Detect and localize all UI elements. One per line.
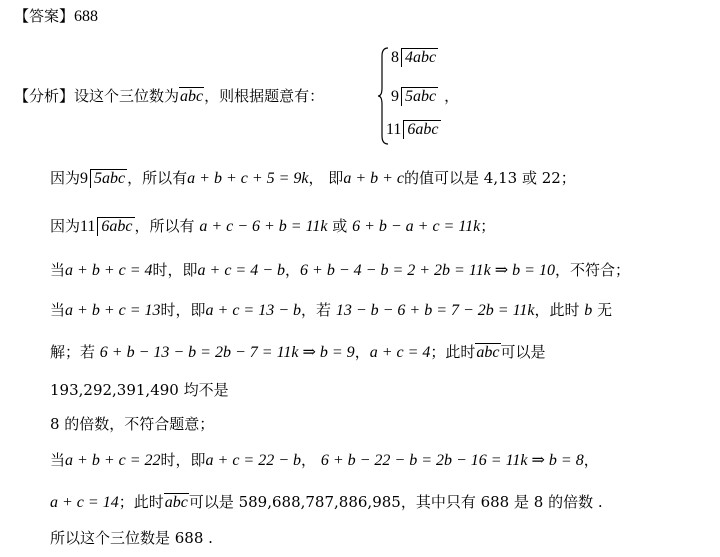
system-divisor-3: 11 bbox=[386, 121, 402, 138]
system-comma: ， bbox=[444, 87, 460, 105]
l3-text-1: 当 bbox=[50, 261, 66, 279]
l4-text-2: 时，即 bbox=[160, 301, 206, 319]
l5-abc: abc bbox=[476, 344, 500, 361]
line-5 bbox=[50, 342, 546, 363]
line-9 bbox=[50, 492, 603, 513]
l9-equation-1: a + c = 14 bbox=[50, 494, 119, 511]
l4-text-3: ，若 bbox=[301, 301, 336, 319]
line-6: 193,292,391,490 均不是 bbox=[50, 381, 229, 399]
analysis-tail: ，则根据题意有： bbox=[204, 87, 325, 105]
l1-dividend: 5abc bbox=[90, 169, 127, 188]
line-7: 8 的倍数，不符合题意； bbox=[50, 415, 215, 433]
l2-divisor: 11 bbox=[80, 218, 96, 235]
line-3 bbox=[50, 260, 630, 281]
l5-text-1: 解；若 bbox=[50, 343, 100, 361]
l8-text-1: 当 bbox=[50, 451, 66, 469]
l4-equation-4: b bbox=[584, 302, 593, 319]
l5-text-3: ；此时 bbox=[430, 343, 476, 361]
line-1 bbox=[50, 168, 576, 189]
l1-text-3: ， 即 bbox=[308, 169, 344, 187]
l9-text-2: 可以是 589,688,787,886,985，其中只有 688 是 8 的倍数 . bbox=[188, 493, 603, 511]
system-row-3 bbox=[386, 120, 441, 139]
analysis-label: 【分析】 bbox=[14, 87, 75, 105]
l1-text-2: ，所以有 bbox=[127, 169, 188, 187]
analysis-text: 设这个三位数为 bbox=[74, 87, 180, 105]
l2-text-4: ； bbox=[480, 217, 496, 235]
line-10: 所以这个三位数是 688 . bbox=[50, 529, 213, 547]
l1-text-4: 的值可以是 4,13 或 22； bbox=[404, 169, 576, 187]
l4-text-1: 当 bbox=[50, 301, 66, 319]
l9-abc: abc bbox=[164, 494, 188, 511]
l5-equation-1: 6 + b − 13 − b = 2b − 7 = 11k ⇒ b = 9 bbox=[99, 344, 355, 361]
l2-equation-2: 6 + b − a + c = 11k bbox=[352, 218, 481, 235]
answer-line bbox=[14, 6, 98, 27]
system-dividend-2: 5abc bbox=[401, 87, 438, 106]
answer-value: 688 bbox=[74, 8, 99, 25]
line-8 bbox=[50, 450, 599, 471]
l5-text-2: ， bbox=[354, 343, 370, 361]
l8-equation-3: 6 + b − 22 − b = 2b − 16 = 11k ⇒ b = 8 bbox=[320, 452, 584, 469]
l9-text-1: ；此时 bbox=[118, 493, 164, 511]
system-row-1 bbox=[391, 48, 438, 67]
analysis-abc: abc bbox=[180, 88, 204, 105]
l2-text-3: 或 bbox=[327, 217, 353, 235]
system-dividend-1: 4abc bbox=[401, 48, 438, 67]
l2-text-1: 因为 bbox=[50, 217, 81, 235]
l3-text-2: 时，即 bbox=[152, 261, 198, 279]
l8-text-3: ， bbox=[301, 451, 321, 469]
system-divisor-1: 8 bbox=[391, 49, 399, 66]
l4-equation-2: a + c = 13 − b bbox=[205, 302, 302, 319]
l5-text-4: 可以是 bbox=[500, 343, 546, 361]
l5-equation-2: a + c = 4 bbox=[369, 344, 431, 361]
l1-divisor: 9 bbox=[80, 170, 89, 187]
l4-equation-1: a + b + c = 13 bbox=[65, 302, 161, 319]
l4-text-5: 无 bbox=[592, 301, 613, 319]
l2-text-2: ，所以有 bbox=[134, 217, 200, 235]
l8-text-4: ， bbox=[583, 451, 599, 469]
answer-label: 【答案】 bbox=[14, 7, 75, 25]
l2-dividend: 6abc bbox=[97, 217, 134, 236]
l8-equation-2: a + c = 22 − b bbox=[205, 452, 302, 469]
l3-text-4: ，不符合； bbox=[554, 261, 630, 279]
l3-text-3: ， bbox=[285, 261, 301, 279]
l3-equation-1: a + b + c = 4 bbox=[65, 262, 153, 279]
l3-equation-3: 6 + b − 4 − b = 2 + 2b = 11k ⇒ b = 10 bbox=[300, 262, 555, 279]
system-dividend-3: 6abc bbox=[403, 120, 440, 139]
line-4 bbox=[50, 300, 612, 321]
line-2 bbox=[50, 216, 495, 237]
l8-equation-1: a + b + c = 22 bbox=[65, 452, 161, 469]
l1-text-1: 因为 bbox=[50, 169, 81, 187]
l8-text-2: 时，即 bbox=[160, 451, 206, 469]
l4-text-4: ，此时 bbox=[534, 301, 585, 319]
l3-equation-2: a + c = 4 − b bbox=[197, 262, 286, 279]
system-divisor-2: 9 bbox=[391, 88, 399, 105]
l4-equation-3: 13 − b − 6 + b = 7 − 2b = 11k bbox=[335, 302, 535, 319]
analysis-line bbox=[14, 86, 324, 107]
l2-equation: a + c − 6 + b = 11k bbox=[199, 218, 328, 235]
l1-equation-2: a + b + c bbox=[343, 170, 405, 187]
l1-equation: a + b + c + 5 = 9k bbox=[187, 170, 309, 187]
system-row-2 bbox=[391, 85, 459, 106]
